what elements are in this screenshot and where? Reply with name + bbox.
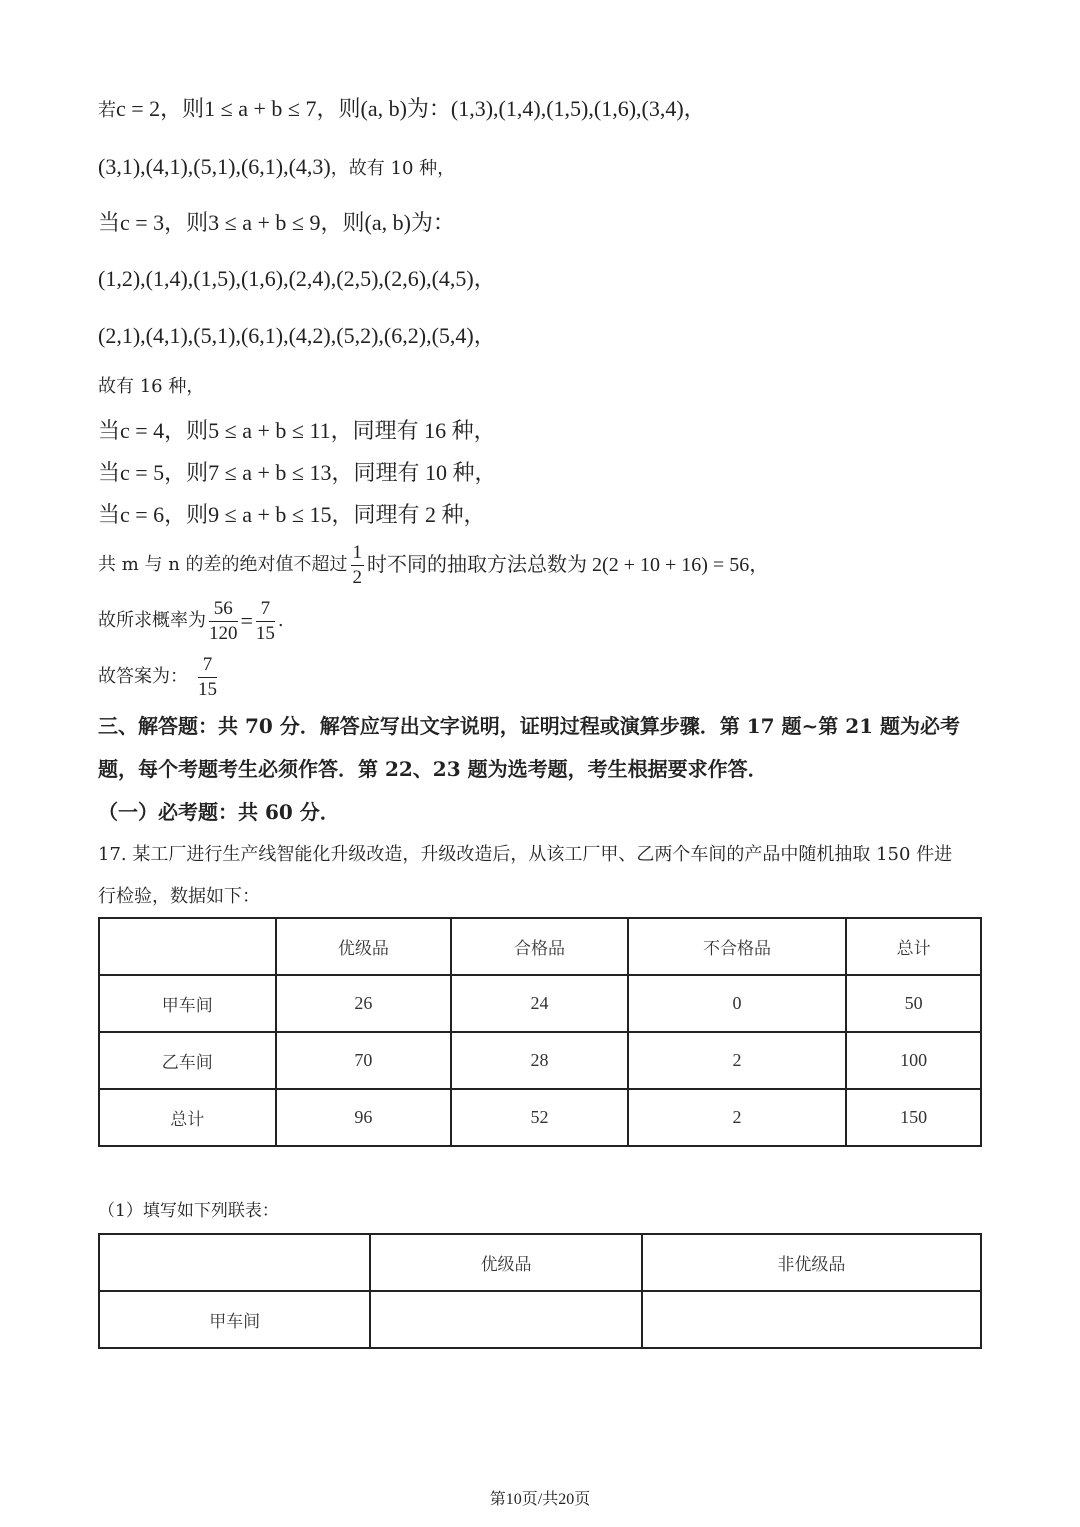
text-total-pre: 共 m 与 n 的差的绝对值不超过	[98, 554, 348, 576]
line-c3-count: 故有 16 种，	[98, 376, 205, 397]
text-total-post: 时不同的抽取方法总数为 2(2 + 10 + 16) = 56，	[367, 554, 770, 577]
table-cell: 0	[628, 975, 846, 1032]
table-row	[99, 975, 981, 1032]
table-cell: 96	[276, 1089, 452, 1146]
table-cell: 24	[451, 975, 628, 1032]
header-cell: 合格品	[451, 918, 628, 975]
section3-heading-line1: 三、解答题：共 70 分．解答应写出文字说明，证明过程或演算步骤．第 17 题~第 21 题为必考	[98, 714, 961, 738]
table-cell: 150	[846, 1089, 981, 1146]
line-c2	[98, 98, 706, 120]
math-pairs-c2: (3,1),(4,1),(5,1),(6,1),(4,3)	[98, 154, 331, 179]
text-prob-pre: 故所求概率为	[98, 610, 206, 632]
period: .	[277, 610, 284, 632]
line-c3-pairs-1: (1,2),(1,4),(1,5),(1,6),(2,4),(2,5),(2,6),(4,5)，	[98, 266, 496, 291]
table-row	[99, 1032, 981, 1089]
header-cell	[99, 918, 276, 975]
section3-heading-line2: 题，每个考题考生必须作答．第 22、23 题为选考题，考生根据要求作答．	[98, 757, 768, 781]
equals-sign: =	[240, 608, 253, 634]
data-table	[98, 917, 982, 1147]
table-header-row	[99, 918, 981, 975]
part1-prompt: （1）填写如下列联表：	[98, 1201, 279, 1221]
table-cell: 26	[276, 975, 452, 1032]
table-row	[99, 1291, 981, 1348]
header-cell: 优级品	[276, 918, 452, 975]
fraction-answer	[198, 654, 217, 701]
line-c4: 当c = 4，则5 ≤ a + b ≤ 11，同理有 16 种，	[98, 418, 496, 443]
table-cell: 50	[846, 975, 981, 1032]
text-answer-pre: 故答案为：	[98, 666, 188, 688]
line-c3: 当c = 3，则3 ≤ a + b ≤ 9，则(a, b)为：	[98, 210, 455, 235]
table-cell: 甲车间	[99, 1291, 370, 1348]
line-total	[98, 542, 769, 589]
table-cell: 甲车间	[99, 975, 276, 1032]
frac-num: 1	[351, 542, 365, 566]
frac-num: 7	[198, 654, 217, 678]
table-cell: 100	[846, 1032, 981, 1089]
line-c2-pairs	[98, 156, 455, 178]
line-probability	[98, 598, 284, 645]
table-cell: 总计	[99, 1089, 276, 1146]
line-answer	[98, 654, 220, 701]
header-cell: 优级品	[370, 1234, 641, 1291]
frac-num: 7	[256, 598, 275, 622]
q17-stem-line2: 行检验，数据如下：	[98, 886, 260, 907]
text-count-c2: ，故有 10 种，	[330, 158, 456, 179]
page-footer: 第10页/共20页	[489, 1491, 591, 1508]
table-cell: 70	[276, 1032, 452, 1089]
table-cell: 2	[628, 1089, 846, 1146]
frac-den: 15	[198, 678, 217, 700]
math-c2: c = 2，则1 ≤ a + b ≤ 7，则(a, b)为：(1,3),(1,4),(1,5),(1,6),(3,4)，	[116, 96, 706, 121]
table-cell-empty	[370, 1291, 641, 1348]
line-c5: 当c = 5，则7 ≤ a + b ≤ 13，同理有 10 种，	[98, 460, 497, 485]
frac-den: 2	[352, 566, 363, 588]
header-cell: 总计	[846, 918, 981, 975]
table-cell: 乙车间	[99, 1032, 276, 1089]
section3-subheading: （一）必考题：共 60 分．	[98, 800, 340, 824]
table-cell-empty	[642, 1291, 981, 1348]
contingency-table	[98, 1233, 982, 1349]
text-ruo: 若	[98, 100, 116, 121]
fraction-56-120	[209, 598, 238, 645]
table-header-row	[99, 1234, 981, 1291]
fraction-half	[351, 542, 365, 589]
fraction-7-15	[256, 598, 275, 645]
frac-den: 120	[209, 622, 238, 644]
table-cell: 2	[628, 1032, 846, 1089]
q17-stem-line1: 17. 某工厂进行生产线智能化升级改造，升级改造后，从该工厂甲、乙两个车间的产品中随机抽取 150 件进	[98, 844, 953, 865]
frac-num: 56	[209, 598, 238, 622]
table-cell: 28	[451, 1032, 628, 1089]
table-row	[99, 1089, 981, 1146]
table-cell: 52	[451, 1089, 628, 1146]
line-c6: 当c = 6，则9 ≤ a + b ≤ 15，同理有 2 种，	[98, 502, 486, 527]
line-c3-pairs-2: (2,1),(4,1),(5,1),(6,1),(4,2),(5,2),(6,2),(5,4)，	[98, 323, 496, 348]
header-cell: 非优级品	[642, 1234, 981, 1291]
header-cell: 不合格品	[628, 918, 846, 975]
header-cell	[99, 1234, 370, 1291]
frac-den: 15	[255, 622, 275, 644]
